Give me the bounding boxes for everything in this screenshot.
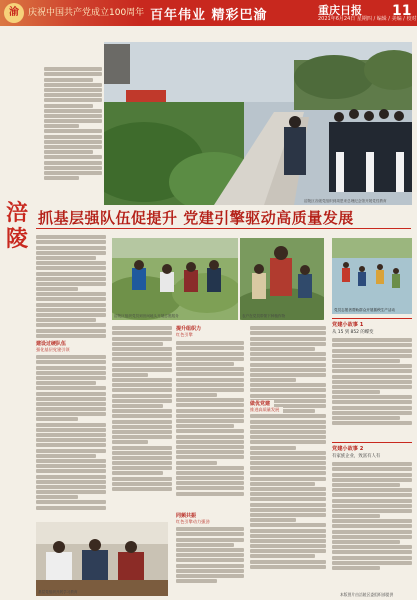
subhead-1: 建设过硬队伍 (36, 341, 67, 347)
subhead-3: 同频共振 (176, 513, 197, 519)
memorial-ceremony-image (104, 42, 412, 205)
right-photo (332, 238, 412, 314)
sidebar-2-title: 党建小故事 2 (332, 446, 364, 452)
page-banner (0, 0, 417, 26)
farmer-planting-image (240, 238, 324, 320)
body-column-1 (36, 234, 106, 339)
field-volunteers-image (112, 238, 238, 320)
bottom-left-photo (36, 522, 168, 596)
study-session-image (36, 522, 168, 596)
sidebar-story-2 (332, 442, 412, 593)
issue-meta: 2021年6月24日 星期四 / 编辑 / 美编 / 校对 (318, 16, 417, 22)
banner-title: 百年伟业 精彩巴渝 (150, 8, 268, 23)
banner-deco-text: 庆祝中国共产党成立100周年 (28, 8, 145, 18)
place-name: 涪陵 (6, 200, 29, 252)
sidebar-2-subtitle: 有家族企业，致富有人有 (332, 454, 381, 459)
body-column-3 (176, 340, 244, 510)
subhead-4b: 推进高质量发展 (250, 407, 283, 413)
sidebar-1-text (332, 337, 412, 433)
headline-rule (36, 228, 411, 229)
subhead-1b: 强化基层党建引领 (36, 347, 70, 352)
body-column-2 (112, 325, 172, 505)
subhead-4: 做优党建 (250, 400, 274, 407)
top-photo-caption: 涪陵区各级党组织到周恩来总理纪念馆开展党性教育 (304, 199, 387, 203)
newspaper-name: 重庆日报 (318, 4, 362, 17)
subhead-3b: 红色引擎动力强劲 (176, 519, 210, 524)
mid-left-photo (112, 238, 238, 320)
sidebar-2-text (332, 461, 412, 583)
newspaper-logo-mark: 渝 (4, 3, 24, 23)
photo-credit: 本版图片由涪陵区委组织部提供 (340, 592, 394, 597)
mid-right-photo (240, 238, 324, 320)
rice-planting-image (332, 238, 412, 314)
body-column-4 (250, 325, 326, 590)
headline: 抓基层强队伍促提升 党建引擎驱动高质量发展 (38, 209, 354, 227)
body-column-1b (36, 354, 106, 522)
subhead-2b: 红色引擎 (176, 332, 193, 337)
mid-left-caption: 涪陵区组织党员到田间地头开展志愿服务 (114, 314, 179, 318)
top-photo (104, 42, 412, 205)
mid-right-caption: 农户在党员带领下种植作物 (242, 314, 286, 318)
right-photo-caption: 党员志愿者帮助群众开展插秧生产活动 (334, 308, 396, 312)
sidebar-story-1 (332, 318, 412, 439)
body-column-3b (176, 526, 244, 594)
intro-text-column (44, 66, 102, 196)
bottom-left-caption: 基层党组织开展学习教育 (38, 590, 78, 594)
sidebar-1-title: 党建小故事 1 (332, 322, 364, 328)
subhead-2: 提升组织力 (176, 326, 202, 332)
page-number: 11 (392, 3, 412, 19)
sidebar-1-subtitle: 从 15 到 852 的蝶变 (332, 330, 374, 335)
